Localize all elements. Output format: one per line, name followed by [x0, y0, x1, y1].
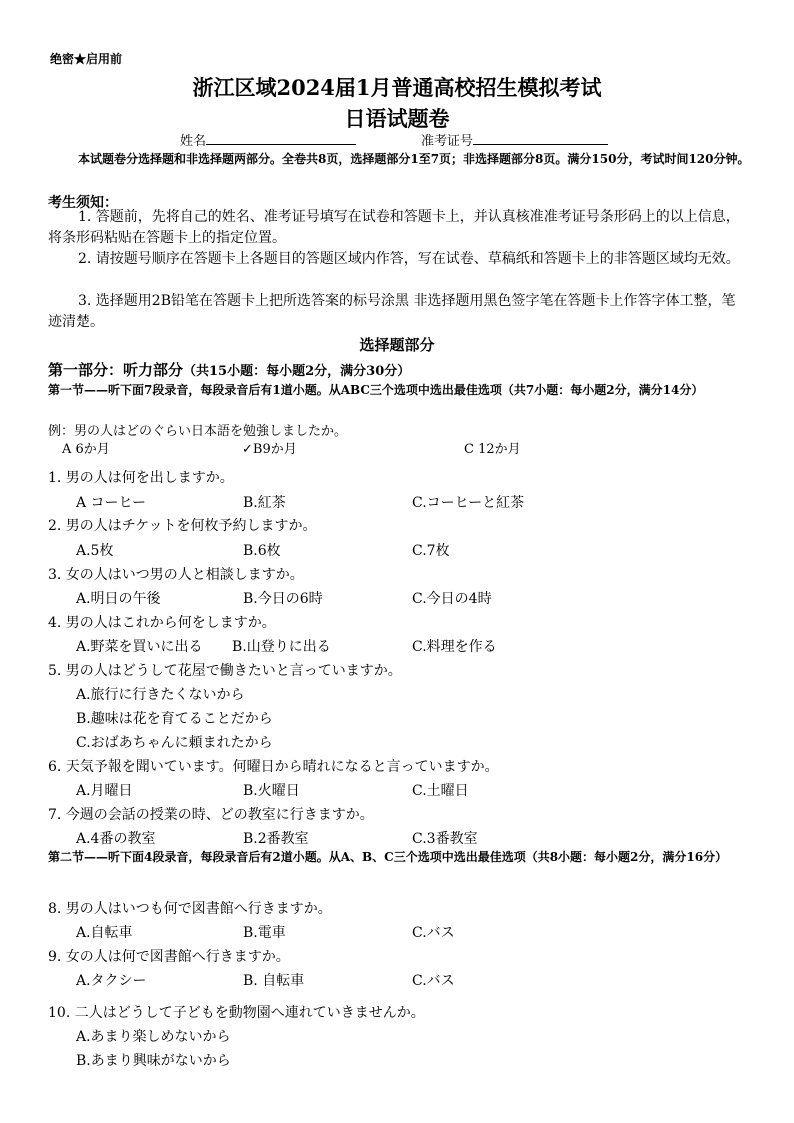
exam-title: 浙江区域2024届1月普通高校招生模拟考试 — [192, 75, 602, 100]
intro-text: 本试题卷分选择题和非选择题两部分。全卷共8页，选择题部分1至7页；非选择题部分8页。满分150分，考试时间120分钟。 — [78, 152, 750, 166]
notice-item-1: 1. 答题前，先将自己的姓名、准考证号填写在试卷和答题卡上，并认真核准准考证号条形码上的以上信息，将条形码粘贴在答题卡上的指定位置。 — [48, 209, 740, 246]
exam-id-label: 准考证号 — [421, 134, 474, 149]
q6-option-c[interactable]: C.土曜日 — [412, 783, 469, 799]
question-7: 7. 今週の会話の授業の時、どの教室に行きますか。 — [48, 807, 374, 823]
notice-heading: 考生须知： — [48, 195, 118, 211]
part1-heading — [48, 359, 410, 380]
exam-id-field[interactable] — [421, 130, 608, 149]
question-2: 2. 男の人はチケットを何枚予約しますか。 — [48, 518, 317, 534]
q7-option-b[interactable]: B.2番教室 — [243, 831, 309, 847]
q5-option-b[interactable]: B.趣味は花を育てることだから — [76, 711, 273, 727]
question-1: 1. 男の人は何を出しますか。 — [48, 470, 234, 486]
q10-option-b[interactable]: B.あまり興味がないから — [76, 1053, 231, 1069]
q1-option-c[interactable]: C.コーヒーと紅茶 — [412, 495, 525, 511]
q8-option-c[interactable]: C.バス — [412, 925, 455, 941]
q2-option-c[interactable]: C.7枚 — [412, 543, 450, 559]
q4-option-b[interactable]: B.山登りに出る — [232, 639, 331, 655]
q3-option-a[interactable]: A.明日の午後 — [76, 591, 161, 607]
q3-option-b[interactable]: B.今日の6時 — [243, 591, 323, 607]
q4-option-a[interactable]: A.野菜を買いに出る — [76, 639, 203, 655]
q2-option-b[interactable]: B.6枚 — [243, 543, 281, 559]
q5-option-a[interactable]: A.旅行に行きたくないから — [76, 687, 245, 703]
q9-option-c[interactable]: C.バス — [412, 973, 455, 989]
q8-option-b[interactable]: B.電車 — [243, 925, 286, 941]
q9-option-b[interactable]: B. 自転車 — [243, 973, 305, 989]
part1-score: （共15小题：每小题2分，满分30分） — [183, 364, 411, 379]
section-title: 选择题部分 — [359, 336, 435, 354]
q9-option-a[interactable]: A.タクシー — [76, 973, 147, 989]
name-label: 姓名 — [180, 134, 207, 149]
question-3: 3. 女の人はいつ男の人と相談しますか。 — [48, 567, 304, 583]
q7-option-a[interactable]: A.4番の教室 — [76, 831, 156, 847]
secret-label: 绝密★启用前 — [50, 52, 123, 66]
question-8: 8. 男の人はいつも何で図書館へ行きますか。 — [48, 901, 332, 917]
notice-item-3: 3. 选择题用2B铅笔在答题卡上把所选答案的标号涂黑 非选择题用黑色签字笔在答题卡上作答字体工整，笔迹清楚。 — [48, 293, 736, 330]
question-4: 4. 男の人はこれから何をしますか。 — [48, 615, 276, 631]
example-option-b: ✓B9か月 — [242, 442, 297, 457]
q6-option-b[interactable]: B.火曜日 — [243, 783, 300, 799]
q7-option-c[interactable]: C.3番教室 — [412, 831, 478, 847]
example-option-c: C 12か月 — [464, 442, 521, 457]
q6-option-a[interactable]: A.月曜日 — [76, 783, 133, 799]
part1-title: 第一部分：听力部分 — [48, 361, 184, 379]
q3-option-c[interactable]: C.今日の4時 — [412, 591, 492, 607]
q1-option-a[interactable]: A コーヒー — [76, 495, 147, 511]
q8-option-a[interactable]: A.自転車 — [76, 925, 133, 941]
exam-id-blank-line — [473, 132, 608, 145]
question-5: 5. 男の人はどうして花屋で働きたいと言っていますか。 — [48, 663, 402, 679]
exam-subtitle: 日语试题卷 — [344, 106, 450, 131]
notice-item-2: 2. 请按题号顺序在答题卡上各题目的答题区域内作答，写在试卷、草稿纸和答题卡上的非答题区域均无效。 — [78, 251, 740, 267]
example-question: 例：男の人はどのぐらい日本語を勉強しましたか。 — [48, 424, 348, 439]
q4-option-c[interactable]: C.料理を作る — [412, 639, 497, 655]
name-blank-line — [206, 132, 356, 145]
name-field[interactable] — [180, 130, 356, 149]
q1-option-b[interactable]: B.紅茶 — [243, 495, 286, 511]
q2-option-a[interactable]: A.5枚 — [76, 543, 114, 559]
question-6: 6. 天気予報を聞いています。何曜日から晴れになると言っていますか。 — [48, 759, 499, 775]
q5-option-c[interactable]: C.おばあちゃんに頼まれたから — [76, 735, 273, 751]
example-option-a: A 6か月 — [62, 442, 110, 457]
section1-description: 第一节——听下面7段录音，每段录音后有1道小题。从ABC三个选项中选出最佳选项（共7小题：每小题2分，满分14分） — [48, 383, 704, 397]
question-10: 10. 二人はどうして子どもを動物園へ連れていきませんか。 — [48, 1005, 425, 1021]
section2-description: 第二节——听下面4段录音，每段录音后有2道小题。从A、B、C三个选项中选出最佳选项（共8小题：每小题2分，满分16分） — [48, 850, 728, 864]
q10-option-a[interactable]: A.あまり楽しめないから — [76, 1029, 231, 1045]
question-9: 9. 女の人は何で図書館へ行きますか。 — [48, 949, 290, 965]
